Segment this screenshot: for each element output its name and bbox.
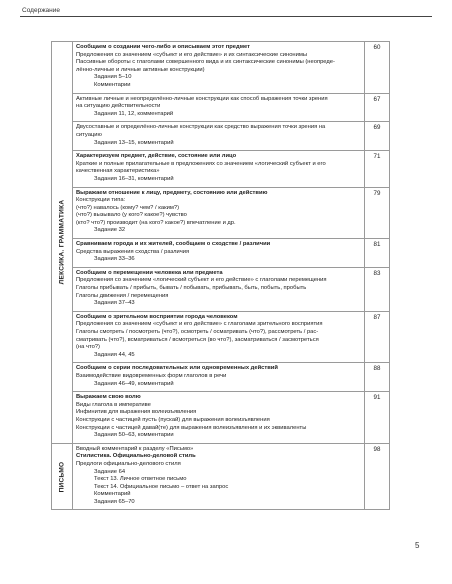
- content-line: Глаголы смотреть / посмотреть (что?), осмотреть / осматривать (что?), рассмотреть / рас-: [76, 329, 319, 335]
- toc-entry: [73, 267, 365, 311]
- content-line: лённо-личные и личные активные конструкции): [76, 66, 205, 73]
- content-line: (кто? что?) производит (на кого? какое?) впечатление и др.: [76, 219, 236, 226]
- task-line: Текст 14. Официальное письмо – ответ на запрос: [94, 483, 229, 490]
- content-line: Вводный комментарий к разделу «Письмо»: [76, 445, 194, 452]
- toc-entry: [73, 311, 365, 363]
- content-line: Взаимодействие видовременных форм глаголов в речи: [76, 372, 227, 379]
- task-line: Задания 37–43: [94, 300, 135, 307]
- entry-title: Выражаем отношение к лицу, предмету, состоянию или действию: [76, 189, 268, 196]
- content-line: (что?) вызывало (у кого? какое?) чувство: [76, 212, 187, 219]
- content-line: Активные личные и неопределённо-личные конструкции как способ выражения точки зрения: [76, 95, 328, 102]
- toc-entry: [73, 42, 365, 94]
- entry-title: Сравниваем города и их жителей, сообщаем о сходстве / различии: [76, 241, 271, 248]
- content-line: Конструкции с частицей давай(те) для выражения волеизъявления и их эквиваленты: [76, 424, 307, 431]
- section-grammar: [52, 42, 73, 444]
- content-line: Предложения со значением «субъект и его действие» с глаголами зрительного восприятия: [76, 321, 323, 328]
- content-line: Глаголы прибывать / прибыть, бывать / побывать, прибывать, быть, побыть, пробыть: [76, 285, 307, 292]
- toc-row: [52, 443, 390, 510]
- content-line: Предложения со значением «логический субъект и его действие» с глаголами перемещения: [76, 277, 327, 284]
- task-line: Задания 16–31, комментарий: [94, 175, 174, 182]
- content-line: (что?) навалось (кому? чем? / каким?): [76, 204, 180, 211]
- entry-title: Сообщаем о серии последовательных или одновременных действий: [76, 365, 278, 372]
- content-line: Предлоги официально-делового стиля: [76, 460, 181, 467]
- toc-row: [52, 187, 390, 239]
- entry-page-number: 60: [365, 42, 390, 94]
- section-label: ПИСЬМО: [58, 461, 66, 493]
- task-line: Задания 11, 12, комментарий: [94, 110, 174, 117]
- content-line: ситуацию: [76, 131, 102, 138]
- content-line: Виды глагола в императиве: [76, 401, 151, 408]
- task-line: Задания 46–49, комментарий: [94, 380, 174, 387]
- toc-entry: [73, 93, 365, 122]
- task-line: Задания 44, 45: [94, 351, 135, 358]
- page-header: Содержание: [22, 7, 60, 14]
- content-line: (на что?): [76, 344, 100, 351]
- task-line: Комментарий: [94, 491, 131, 498]
- entry-page-number: 69: [365, 122, 390, 151]
- content-line: Предложения со значением «субъект и его действие» и их синтаксические синонимы: [76, 51, 308, 58]
- entry-page-number: 91: [365, 392, 390, 444]
- toc-entry: [73, 151, 365, 187]
- task-line: Задание 64: [94, 468, 126, 475]
- content-line: качественная характеристика»: [76, 168, 160, 175]
- page-number: 5: [415, 541, 420, 550]
- toc-entry: [73, 392, 365, 444]
- toc-row: [52, 311, 390, 363]
- toc-row: [52, 239, 390, 268]
- toc-entry: [73, 443, 365, 510]
- entry-page-number: 81: [365, 239, 390, 268]
- toc-row: [52, 122, 390, 151]
- content-line: Краткие и полные прилагательные в предложениях со значением «логический субъект и его: [76, 160, 326, 167]
- entry-page-number: 83: [365, 267, 390, 311]
- content-line: Двусоставные и определённо-личные конструкции как средство выражения точки зрения на: [76, 124, 326, 131]
- content-line: Средства выражения сходства / различия: [76, 248, 190, 255]
- entry-page-number: 79: [365, 187, 390, 239]
- toc-row: [52, 363, 390, 392]
- toc-row: [52, 93, 390, 122]
- section-label: ЛЕКСИКА. ГРАММАТИКА: [58, 199, 66, 285]
- content-line: Глаголы движения / перемещения: [76, 292, 169, 299]
- task-line: Комментарии: [94, 81, 131, 88]
- section-letter: [52, 443, 73, 510]
- content-line: Стилистика. Официально-деловой стиль: [76, 453, 196, 460]
- task-line: Задания 5–10: [94, 74, 132, 81]
- toc-row: [52, 392, 390, 444]
- task-line: Задания 50–63, комментарии: [94, 432, 174, 439]
- contents-table: [51, 41, 390, 510]
- toc-row: [52, 267, 390, 311]
- entry-page-number: 87: [365, 311, 390, 363]
- content-line: на ситуацию действительности: [76, 103, 161, 110]
- entry-title: Выражаем свою волю: [76, 394, 141, 401]
- content-line: Конструкции с частицей пусть (пускай) для выражения волеизъявления: [76, 416, 270, 423]
- entry-title: Сообщаем о создании чего-либо и описываем этот предмет: [76, 44, 250, 50]
- task-line: Задание 32: [94, 227, 126, 234]
- toc-row: [52, 151, 390, 187]
- task-line: Задания 65–70: [94, 498, 135, 505]
- content-line: сматривать (что?), всматриваться / всмотреться (во что?), засматриваться / засмотреться: [76, 336, 319, 343]
- toc-row: [52, 42, 390, 94]
- toc-entry: [73, 187, 365, 239]
- toc-entry: [73, 363, 365, 392]
- entry-title: Сообщаем о перемещении человека или предмета: [76, 269, 223, 276]
- toc-entry: [73, 239, 365, 268]
- content-line: Инфинитив для выражения волеизъявления: [76, 409, 197, 416]
- task-line: Задания 33–36: [94, 256, 135, 263]
- entry-page-number: 71: [365, 151, 390, 187]
- task-line: Задания 13–15, комментарий: [94, 139, 174, 146]
- task-line: Текст 13. Личное ответное письмо: [94, 476, 187, 483]
- entry-title: Характеризуем предмет, действие, состояние или лицо: [76, 153, 237, 160]
- entry-page-number: 88: [365, 363, 390, 392]
- header-rule: [20, 16, 432, 17]
- content-line: Конструкции типа:: [76, 197, 126, 204]
- entry-page-number: 98: [365, 443, 390, 510]
- entry-title: Сообщаем о зрительном восприятии города человеком: [76, 313, 238, 320]
- toc-entry: [73, 122, 365, 151]
- entry-page-number: 67: [365, 93, 390, 122]
- content-line: Пассивные обороты с глаголами совершенного вида и их синтаксические синонимы (неопреде-: [76, 59, 335, 66]
